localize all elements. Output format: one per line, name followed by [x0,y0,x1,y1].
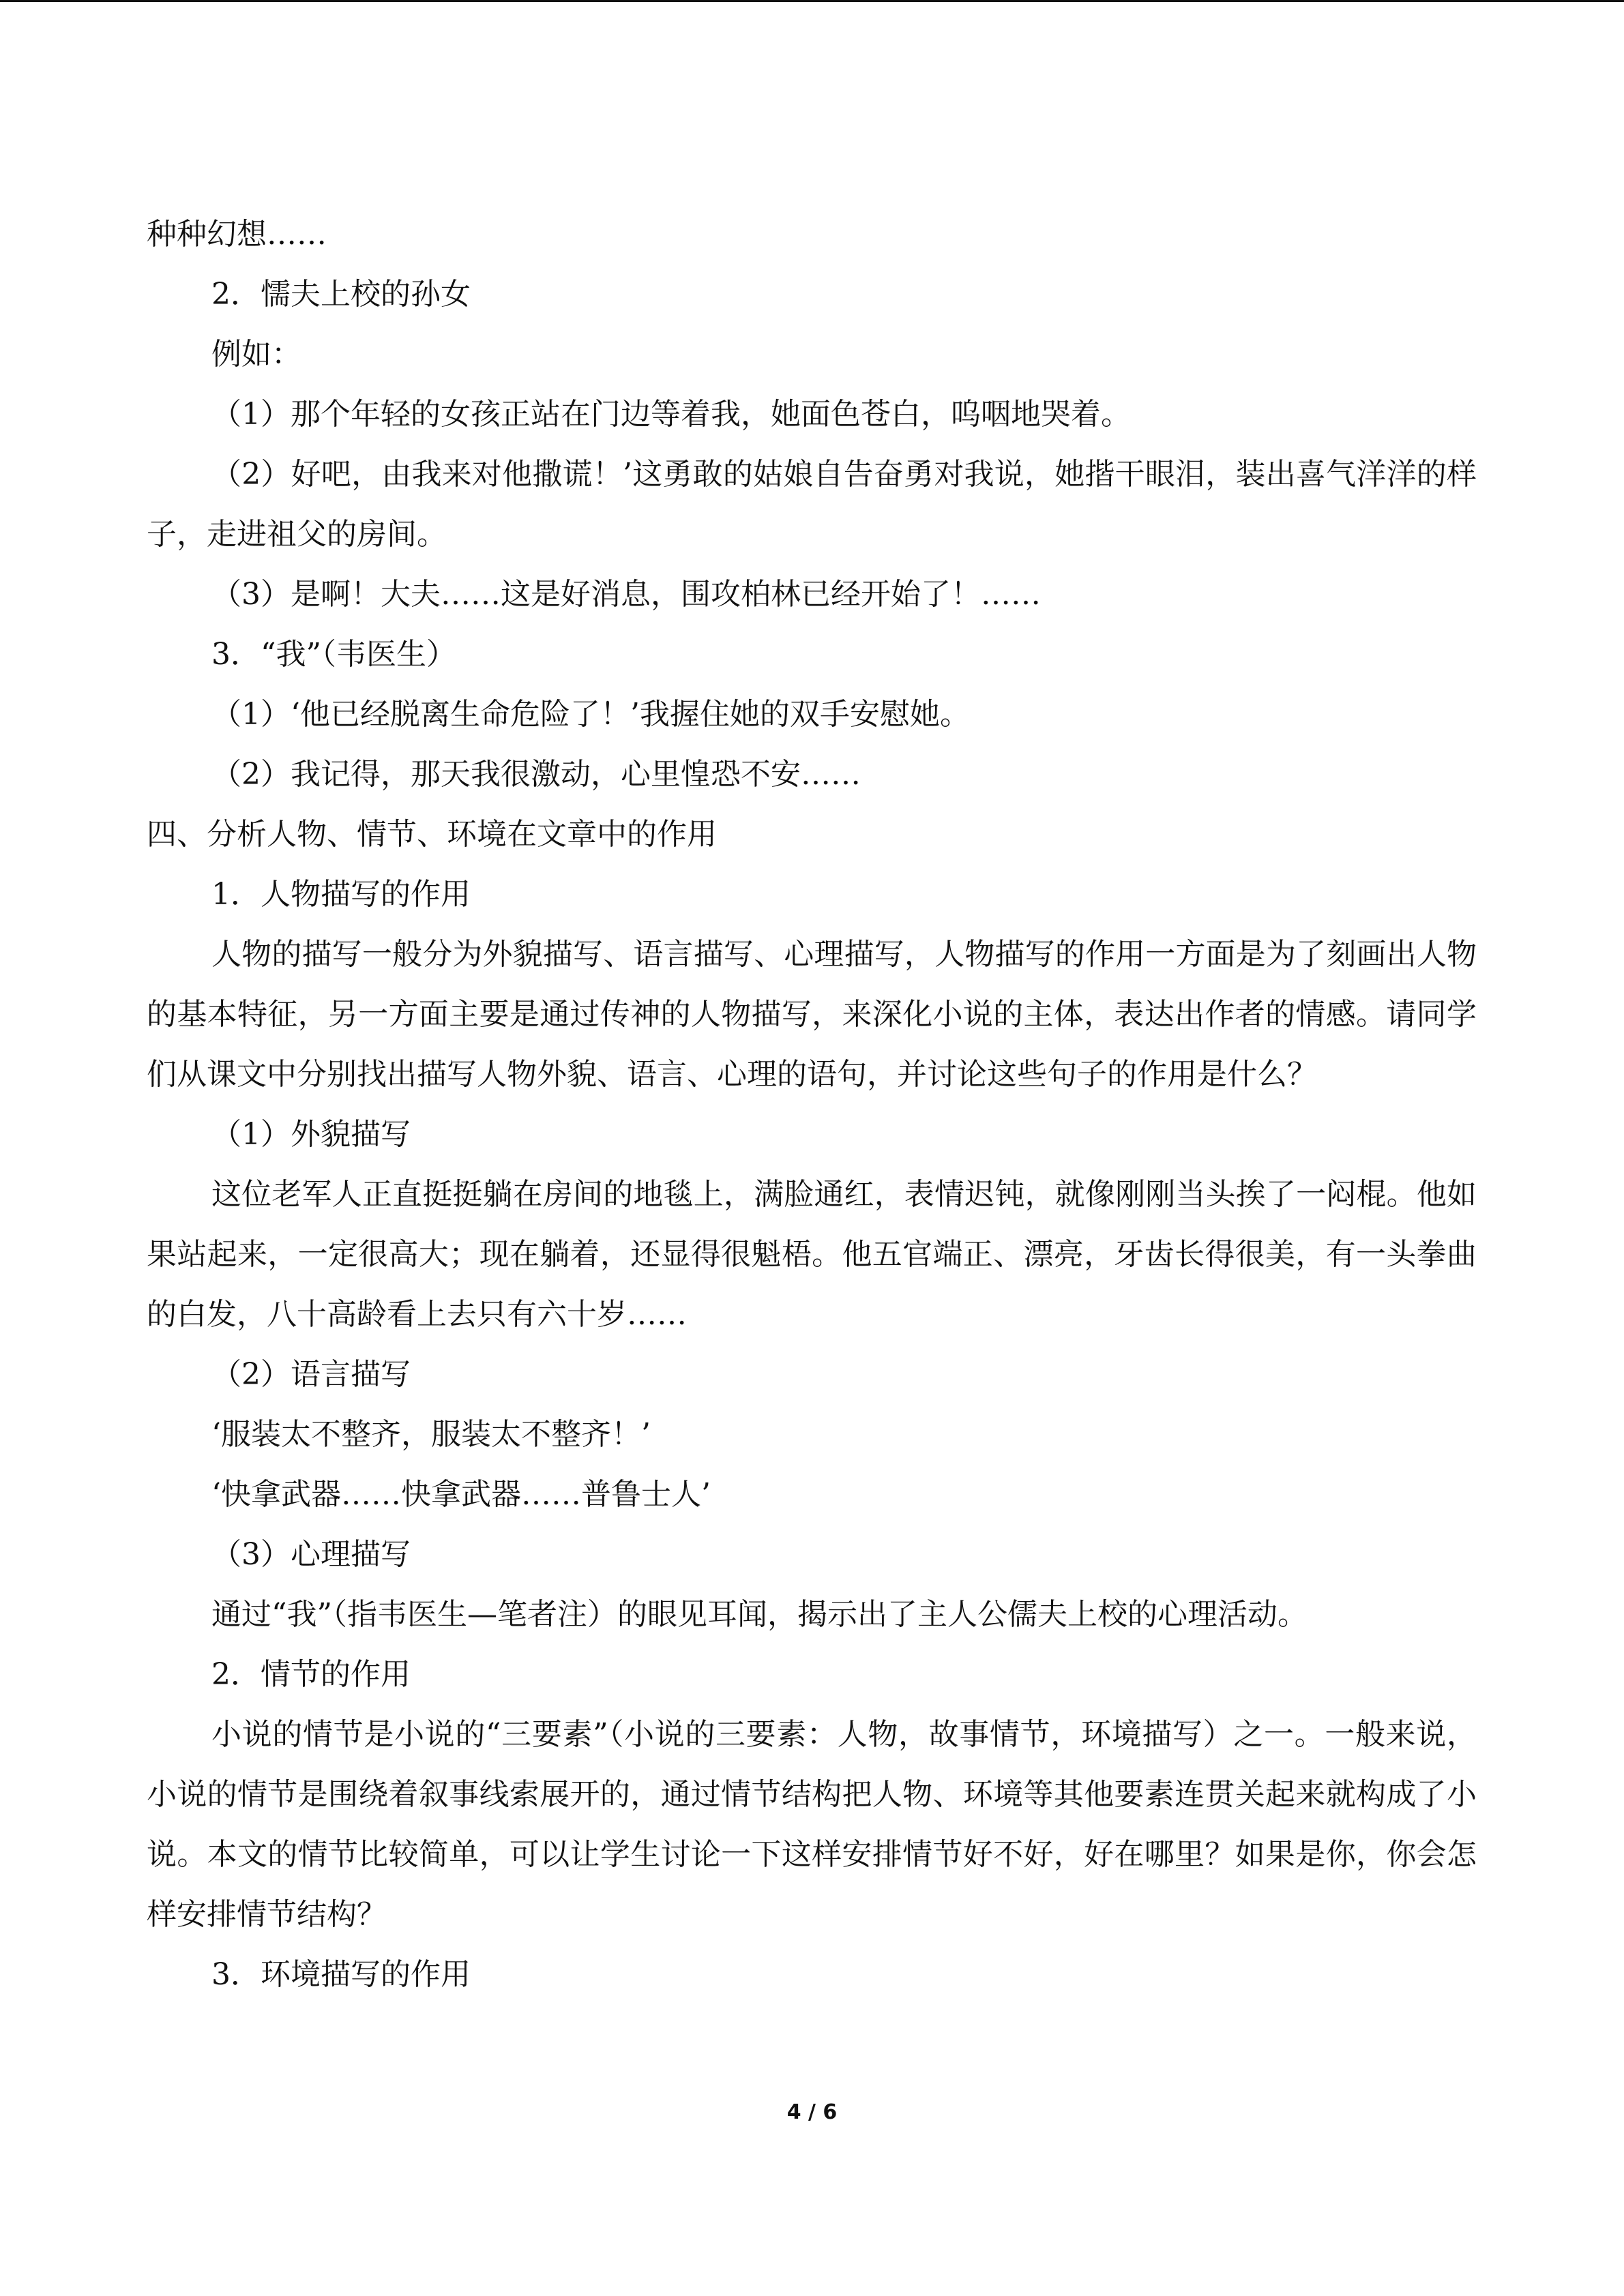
subheading-plot: 2．情节的作用 [211,1657,411,1692]
paragraph-appearance: 这位老军人正直挺挺躺在房间的地毯上，满脸通红，表情迟钝，就像刚刚当头挨了一闷棍。他如果站起来，一定很高大；现在躺着，还显得很魁梧。他五官端正、漂亮，牙齿长得很美，有一头拳曲的白发，八十高龄看上去只有六十岁…… [147,1177,1477,1332]
narrator-quote-2: （2）我记得，那天我很激动，心里惶恐不安…… [211,757,861,792]
paragraph-psychology: 通过“我”（指韦医生—笔者注）的眼见耳闻，揭示出了主人公儒夫上校的心理活动。 [211,1597,1308,1632]
quote-item-1: （1）那个年轻的女孩正站在门边等着我，她面色苍白，呜咽地哭着。 [211,397,1131,432]
subheading-environment: 3．环境描写的作用 [211,1957,471,1992]
subheading-character-description: 1．人物描写的作用 [211,877,471,912]
quote-item-2: （2）好吧，由我来对他撒谎！’这勇敢的姑娘自告奋勇对我说，她揩干眼泪，装出喜气洋洋的样子，走进祖父的房间。 [147,457,1477,552]
language-quote-1: ‘服装太不整齐，服装太不整齐！’ [211,1417,651,1452]
section-heading-four: 四、分析人物、情节、环境在文章中的作用 [147,817,717,852]
subheading-narrator: 3．“我”（韦医生） [211,637,456,672]
paragraph-plot: 小说的情节是小说的“三要素”（小说的三要素：人物，故事情节，环境描写）之一。一般来说，小说的情节是围绕着叙事线索展开的，通过情节结构把人物、环境等其他要素连贯关起来就构成了小说。本文的情节比较简单，可以让学生讨论一下这样安排情节好不好，好在哪里？如果是你，你会怎样安排情节结构？ [147,1717,1477,1932]
top-border-line [0,0,1624,2]
subheading-psychology: （3）心理描写 [211,1537,411,1572]
page-number: 4 / 6 [786,2100,838,2124]
paragraph-character-description: 人物的描写一般分为外貌描写、语言描写、心理描写，人物描写的作用一方面是为了刻画出人物的基本特征，另一方面主要是通过传神的人物描写，来深化小说的主体，表达出作者的情感。请同学们从课文中分别找出描写人物外貌、语言、心理的语句，并讨论这些句子的作用是什么？ [147,937,1477,1092]
document-body [147,205,1477,2005]
subheading-language: （2）语言描写 [211,1357,411,1392]
subheading-appearance: （1）外貌描写 [211,1117,411,1152]
paragraph-continuation: 种种幻想…… [147,217,327,252]
quote-item-3: （3）是啊！大夫……这是好消息，围攻柏林已经开始了！…… [211,577,1041,612]
subheading-granddaughter: 2．懦夫上校的孙女 [211,277,471,312]
language-quote-2: ‘快拿武器……快拿武器……普鲁士人’ [211,1477,711,1512]
paragraph-example-label: 例如： [211,337,301,372]
narrator-quote-1: （1）‘他已经脱离生命危险了！’我握住她的双手安慰她。 [211,697,970,732]
